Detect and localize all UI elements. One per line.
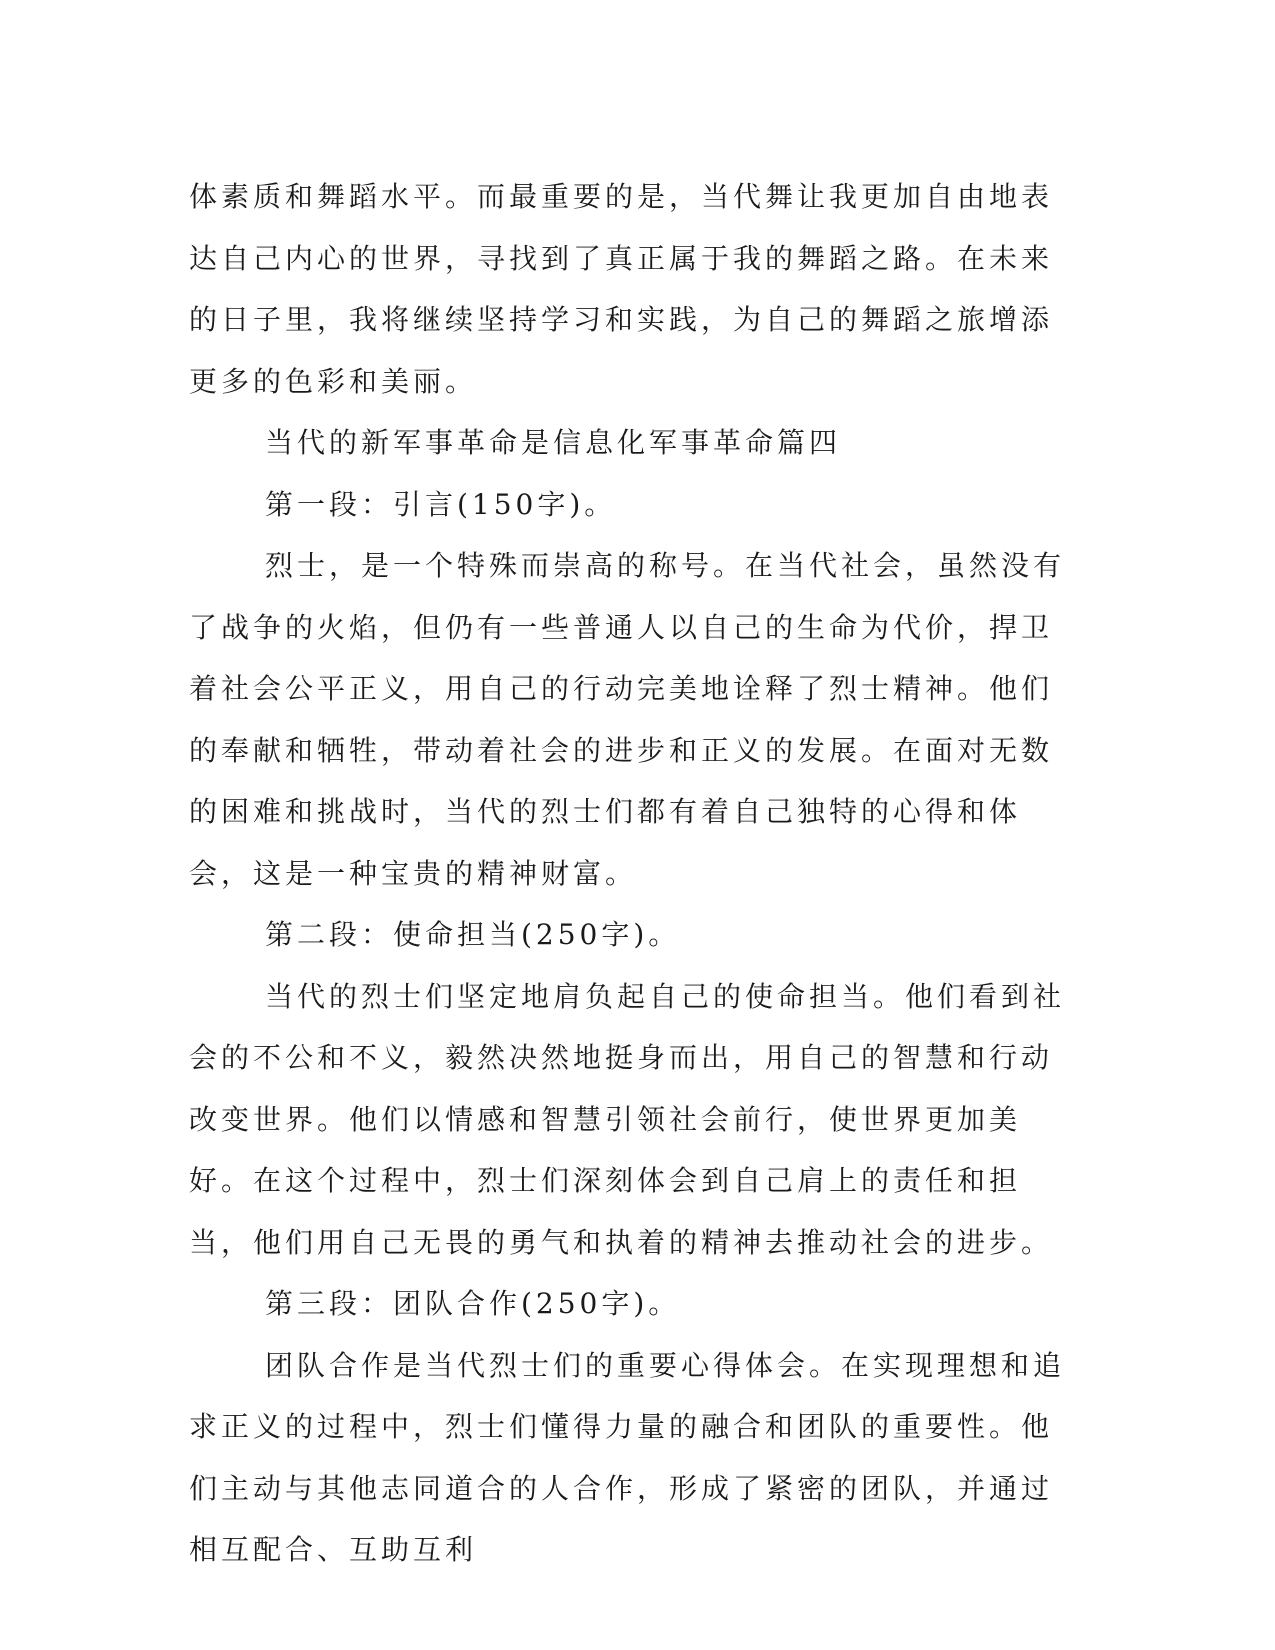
- section-heading-1: 第一段：引言(150字)。: [265, 487, 617, 521]
- document-body: [189, 166, 1079, 1581]
- section-title: 当代的新军事革命是信息化军事革命篇四: [265, 426, 842, 459]
- paragraph-mission: 当代的烈士们坚定地肩负起自己的使命担当。他们看到社会的不公和不义，毅然决然地挺身而出，用自己的智慧和行动改变世界。他们以情感和智慧引领社会前行，使世界更加美好。在这个过程中，烈士们深刻体会到自己肩上的责任和担当，他们用自己无畏的勇气和执着的精神去推动社会的进步。: [189, 979, 1066, 1259]
- paragraph-intro: 烈士，是一个特殊而崇高的称号。在当代社会，虽然没有了战争的火焰，但仍有一些普通人以自己的生命为代价，捍卫着社会公平正义，用自己的行动完美地诠释了烈士精神。他们的奉献和牺牲，带动着社会的进步和正义的发展。在面对无数的困难和挑战时，当代的烈士们都有着自己独特的心得和体会，这是一种宝贵的精神财富。: [189, 549, 1066, 890]
- paragraph-teamwork: 团队合作是当代烈士们的重要心得体会。在实现理想和追求正义的过程中，烈士们懂得力量的融合和团队的重要性。他们主动与其他志同道合的人合作，形成了紧密的团队，并通过相互配合、互助互利: [189, 1348, 1066, 1566]
- section-heading-2: 第二段：使命担当(250字)。: [265, 918, 681, 951]
- section-heading-3: 第三段：团队合作(250字)。: [265, 1287, 681, 1320]
- paragraph-continuation: 体素质和舞蹈水平。而最重要的是，当代舞让我更加自由地表达自己内心的世界，寻找到了真正属于我的舞蹈之路。在未来的日子里，我将继续坚持学习和实践，为自己的舞蹈之旅增添更多的色彩和美丽。: [189, 180, 1054, 398]
